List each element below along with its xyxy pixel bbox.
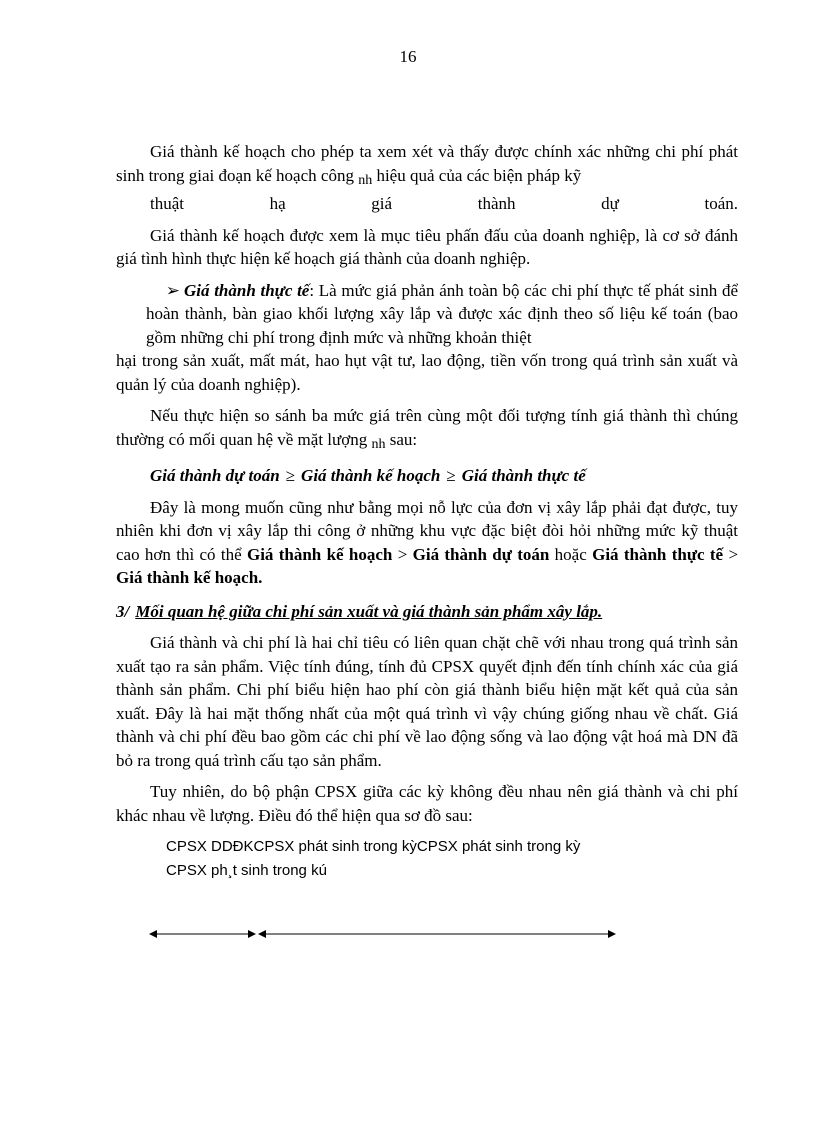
operator: >	[728, 544, 739, 564]
bold-term: Giá thành kế hoạch	[246, 544, 393, 564]
inequality-operator: ≥	[285, 466, 296, 485]
paragraph-text: thuật hạ giá thành dự toán.	[150, 194, 738, 213]
paragraph-plan-cost-1	[116, 140, 738, 216]
page-number: 16	[399, 47, 417, 66]
paragraph-text: Giá thành kế hoạch cho phép ta xem xét và thấy được chính xác những chi phí phát sinh trong giai đoạn kế hoạch công	[116, 142, 738, 185]
paragraph-relationship: Giá thành và chi phí là hai chỉ tiêu có liên quan chặt chẽ với nhau trong quá trình sản xuất tạo ra sản phẩm. Việc tính đúng, tính đủ CPSX quyết định đến tính chính xác của giá thành sản phẩm. Chi phí biểu hiện hao phí còn giá thành biểu hiện mặt kết quả của sản xuất. Đây là hai mặt thống nhất của một quá trình vì vậy chúng giống nhau về chất. Giá thành và chi phí đều bao gồm các chi phí về lao động sống và lao động vật hoá mà DN đã bỏ ra trong quá trình cấu tạo sản phẩm.	[116, 633, 738, 770]
stray-fragment: nh	[371, 436, 386, 452]
operator: >	[397, 544, 408, 564]
cost-inequality	[150, 464, 738, 488]
arrow-bullet-icon: ➢	[165, 280, 180, 300]
inequality-right: Giá thành thực tế	[461, 466, 586, 485]
section-title: Mối quan hệ giữa chi phí sản xuất và giá thành sản phẩm xây lắp.	[135, 601, 603, 621]
section-heading	[116, 600, 738, 624]
paragraph-difference: Tuy nhiên, do bộ phận CPSX giữa các kỳ không đều nhau nên giá thành và chi phí khác nhau về lượng. Điều đó thể hiện qua sơ đồ sau:	[116, 782, 738, 825]
diagram-arrows	[147, 924, 619, 944]
document-body	[116, 140, 738, 883]
inequality-left: Giá thành dự toán	[150, 466, 280, 485]
diagram-line-2: CPSX ph¸t sinh trong kú	[166, 862, 327, 879]
bullet-actual-cost	[146, 279, 738, 350]
bullet-text: : Là mức giá phản ánh toàn bộ các chi phí thực tế phát sinh để hoàn thành, bàn giao khối lượng xây lắp và được xác định theo số liệu kế toán (bao gồm những chi phí trong định mức và những khoản thiệt	[146, 280, 739, 347]
paragraph-comparison	[116, 404, 738, 456]
connector-word: hoặc	[554, 544, 587, 564]
bold-term: Giá thành dự toán	[412, 544, 550, 564]
inequality-operator: ≥	[446, 466, 456, 485]
diagram-line-1: CPSX DDĐKCPSX phát sinh trong kỳCPSX phát sinh trong kỳ	[166, 838, 581, 855]
section-number: 3/	[116, 601, 130, 621]
bold-term: Giá thành kế hoạch.	[116, 568, 263, 587]
bullet-term: Giá thành thực tế	[184, 280, 310, 300]
paragraph-text: sau:	[389, 429, 418, 449]
paragraph-text: hiệu quả của các biện pháp kỹ	[376, 165, 582, 185]
stray-fragment: nh	[358, 172, 373, 188]
bullet-continuation: hại trong sản xuất, mất mát, hao hụt vật tư, lao động, tiền vốn trong quá trình sản xuất và quản lý của doanh nghiệp).	[116, 351, 738, 394]
inequality-middle: Giá thành kế hoạch	[301, 466, 441, 485]
cost-diagram	[166, 835, 738, 883]
paragraph-text: Nếu thực hiện so sánh ba mức giá trên cùng một đối tượng tính giá thành thì chúng thường có mối quan hệ về mặt lượng	[116, 406, 738, 449]
paragraph-text: Đây là mong muốn cũng như bằng mọi nỗ lực của đơn vị xây lắp phải đạt được, tuy nhiên khi đơn vị xây lắp thi công ở những khu vực đặc biệt đòi hỏi những mức kỹ thuật cao hơn thì có thể	[116, 497, 738, 564]
paragraph-exception	[116, 496, 738, 590]
bold-term: Giá thành thực tế	[592, 544, 724, 564]
paragraph-plan-cost-2: Giá thành kế hoạch được xem là mục tiêu phấn đấu của doanh nghiệp, là cơ sở đánh giá tình hình thực hiện kế hoạch giá thành của doanh nghiệp.	[116, 225, 738, 268]
